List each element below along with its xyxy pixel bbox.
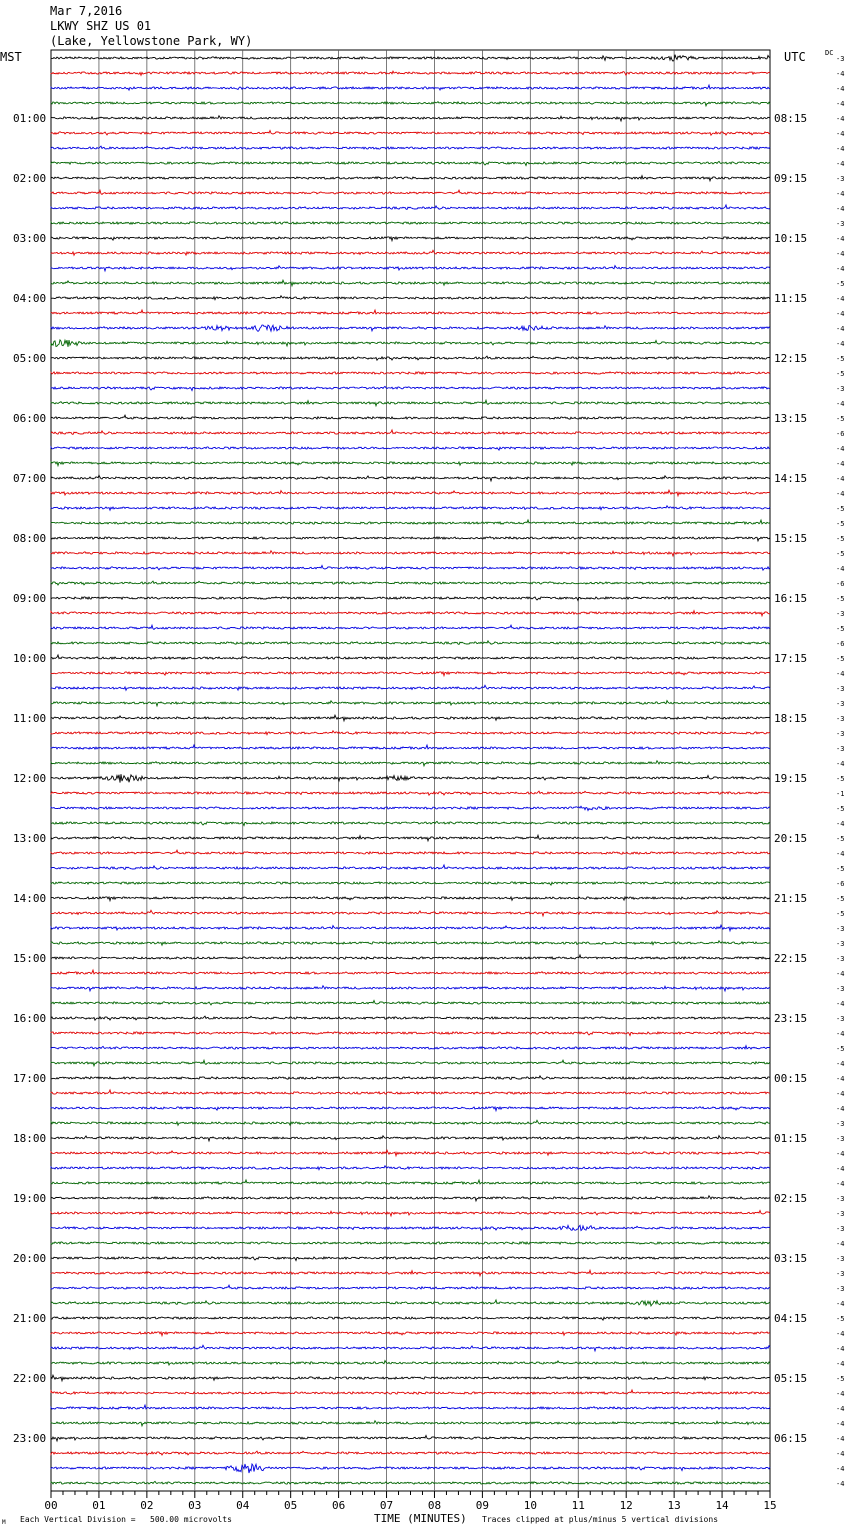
seismic-trace xyxy=(51,581,770,585)
hour-label-utc: 09:15 xyxy=(774,172,808,185)
seismic-trace xyxy=(51,161,770,165)
seismic-trace xyxy=(51,1060,770,1066)
seismic-trace xyxy=(51,715,770,721)
seismic-trace xyxy=(51,1107,770,1111)
dc-offset-label: -4 xyxy=(836,1435,845,1443)
dc-offset-label: -5 xyxy=(836,505,845,513)
seismic-trace xyxy=(51,1180,770,1184)
seismic-trace xyxy=(51,1211,770,1217)
dc-offset-label: -4 xyxy=(836,1075,845,1083)
dc-label: DC xyxy=(825,49,834,57)
seismic-trace xyxy=(51,821,770,825)
dc-offset-label: -4 xyxy=(836,1420,845,1428)
dc-offset-label: -3 xyxy=(836,1255,845,1263)
hour-label-mst: 06:00 xyxy=(13,412,47,425)
seismic-trace xyxy=(51,55,770,61)
dc-offset-label: -4 xyxy=(836,1300,845,1308)
dc-offset-label: -4 xyxy=(836,130,845,138)
seismic-trace xyxy=(51,625,770,629)
seismic-trace xyxy=(51,296,770,300)
hour-label-mst: 15:00 xyxy=(13,952,47,965)
seismic-trace xyxy=(51,176,770,181)
dc-offset-label: -4 xyxy=(836,1165,845,1173)
seismic-trace xyxy=(51,85,770,90)
hour-label-utc: 14:15 xyxy=(774,472,808,485)
hour-label-mst: 08:00 xyxy=(13,532,47,545)
seismic-trace xyxy=(51,685,770,690)
seismic-trace xyxy=(51,1317,770,1320)
dc-offset-label: -3 xyxy=(836,955,845,963)
hour-label-mst: 13:00 xyxy=(13,832,47,845)
seismic-trace xyxy=(51,566,770,571)
seismic-trace xyxy=(51,340,770,347)
hour-label-mst: 23:00 xyxy=(13,1432,47,1445)
dc-offset-label: -5 xyxy=(836,775,845,783)
dc-offset-label: -5 xyxy=(836,910,845,918)
dc-offset-label: -5 xyxy=(836,655,845,663)
dc-offset-label: -5 xyxy=(836,625,845,633)
dc-offset-label: -4 xyxy=(836,1345,845,1353)
dc-offset-label: -5 xyxy=(836,550,845,558)
seismic-trace xyxy=(51,897,770,901)
hour-label-utc: 13:15 xyxy=(774,412,808,425)
seismic-trace xyxy=(51,1016,770,1020)
dc-offset-label: -4 xyxy=(836,400,845,408)
dc-offset-label: -4 xyxy=(836,160,845,168)
dc-offset-label: -4 xyxy=(836,475,845,483)
seismic-trace xyxy=(51,490,770,496)
seismic-trace xyxy=(51,910,770,916)
dc-offset-label: -4 xyxy=(836,1240,845,1248)
seismic-trace xyxy=(51,774,770,782)
seismic-trace xyxy=(51,970,770,974)
seismic-trace xyxy=(51,806,770,810)
hour-label-utc: 20:15 xyxy=(774,832,808,845)
seismic-trace xyxy=(51,1451,770,1455)
x-tick-label: 01 xyxy=(92,1499,106,1512)
dc-offset-label: -4 xyxy=(836,1180,845,1188)
dc-offset-label: -4 xyxy=(836,850,845,858)
x-tick-label: 00 xyxy=(44,1499,58,1512)
dc-offset-label: -4 xyxy=(836,100,845,108)
dc-offset-label: -4 xyxy=(836,1060,845,1068)
dc-offset-label: -3 xyxy=(836,1195,845,1203)
x-tick-label: 03 xyxy=(188,1499,202,1512)
seismic-trace xyxy=(51,1361,770,1365)
seismic-trace xyxy=(51,102,770,106)
dc-offset-label: -4 xyxy=(836,1390,845,1398)
seismic-trace xyxy=(51,701,770,706)
seismic-trace xyxy=(51,745,770,749)
dc-offset-label: -4 xyxy=(836,760,845,768)
seismic-trace xyxy=(51,1270,770,1276)
seismic-trace xyxy=(51,1332,770,1336)
seismic-trace xyxy=(51,791,770,795)
dc-offset-label: -3 xyxy=(836,1285,845,1293)
dc-offset-label: -4 xyxy=(836,445,845,453)
x-tick-label: 07 xyxy=(379,1499,394,1512)
dc-offset-label: -3 xyxy=(836,730,845,738)
dc-offset-label: -4 xyxy=(836,1450,845,1458)
dc-offset-label: -6 xyxy=(836,430,845,438)
x-tick-label: 14 xyxy=(715,1499,729,1512)
seismic-trace xyxy=(51,462,770,466)
x-tick-label: 02 xyxy=(140,1499,154,1512)
x-tick-label: 04 xyxy=(236,1499,250,1512)
hour-label-utc: 18:15 xyxy=(774,712,808,725)
dc-offset-label: -4 xyxy=(836,1330,845,1338)
dc-offset-label: -3 xyxy=(836,685,845,693)
x-tick-label: 15 xyxy=(763,1499,777,1512)
hour-label-utc: 19:15 xyxy=(774,772,808,785)
dc-offset-label: -5 xyxy=(836,355,845,363)
x-tick-label: 10 xyxy=(523,1499,537,1512)
x-tick-label: 06 xyxy=(331,1499,346,1512)
dc-offset-label: -4 xyxy=(836,1465,845,1473)
seismic-trace xyxy=(51,475,770,481)
hour-label-mst: 19:00 xyxy=(13,1192,47,1205)
dc-offset-label: -3 xyxy=(836,1120,845,1128)
hour-label-mst: 11:00 xyxy=(13,712,47,725)
dc-offset-label: -4 xyxy=(836,490,845,498)
seismic-trace xyxy=(51,1481,770,1484)
dc-offset-label: -4 xyxy=(836,250,845,258)
plot-frame xyxy=(51,50,770,1491)
hour-label-utc: 06:15 xyxy=(774,1432,808,1445)
dc-offset-label: -4 xyxy=(836,115,845,123)
seismic-trace xyxy=(51,400,770,406)
dc-offset-label: -3 xyxy=(836,1015,845,1023)
x-tick-label: 09 xyxy=(475,1499,490,1512)
dc-offset-label: -5 xyxy=(836,1375,845,1383)
hour-label-mst: 01:00 xyxy=(13,112,47,125)
seismic-trace xyxy=(51,835,770,841)
dc-offset-label: -5 xyxy=(836,1315,845,1323)
dc-offset-label: -4 xyxy=(836,340,845,348)
seismic-trace xyxy=(51,641,770,645)
hour-label-utc: 11:15 xyxy=(774,292,808,305)
hour-label-mst: 09:00 xyxy=(13,592,47,605)
hour-label-utc: 12:15 xyxy=(774,352,808,365)
dc-offset-label: -3 xyxy=(836,1210,845,1218)
dc-offset-label: -3 xyxy=(836,1270,845,1278)
x-tick-label: 08 xyxy=(427,1499,442,1512)
seismic-trace xyxy=(51,447,770,450)
dc-offset-label: -4 xyxy=(836,1030,845,1038)
hour-label-mst: 22:00 xyxy=(13,1372,47,1385)
seismic-trace xyxy=(51,1090,770,1094)
dc-offset-label: -6 xyxy=(836,640,845,648)
seismic-trace xyxy=(51,1076,770,1080)
dc-offset-label: -3 xyxy=(836,175,845,183)
seismic-trace xyxy=(51,865,770,869)
seismic-trace xyxy=(51,1136,770,1141)
seismic-trace xyxy=(51,537,770,541)
hour-label-utc: 02:15 xyxy=(774,1192,808,1205)
seismic-trace xyxy=(51,1196,770,1201)
dc-offset-label: -4 xyxy=(836,670,845,678)
x-tick-label: 05 xyxy=(284,1499,298,1512)
x-tick-label: 13 xyxy=(667,1499,681,1512)
hour-label-mst: 16:00 xyxy=(13,1012,47,1025)
x-axis-label: TIME (MINUTES) xyxy=(374,1512,467,1525)
chart-date: Mar 7,2016 xyxy=(50,4,123,18)
dc-offset-label: -4 xyxy=(836,1105,845,1113)
seismic-trace xyxy=(51,672,770,676)
x-tick-label: 11 xyxy=(571,1499,585,1512)
seismic-trace xyxy=(51,1405,770,1409)
station-location: (Lake, Yellowstone Park, WY) xyxy=(50,34,253,48)
seismic-trace xyxy=(51,850,770,854)
seismic-trace xyxy=(51,1120,770,1125)
corner-mark: M xyxy=(2,1519,6,1526)
seismic-trace xyxy=(51,1150,770,1156)
dc-offset-label: -4 xyxy=(836,1090,845,1098)
seismic-trace xyxy=(51,131,770,136)
dc-offset-label: -5 xyxy=(836,535,845,543)
seismic-trace xyxy=(51,266,770,271)
dc-offset-label: -3 xyxy=(836,985,845,993)
dc-offset-label: -4 xyxy=(836,820,845,828)
seismic-trace xyxy=(51,611,770,616)
dc-offset-label: -4 xyxy=(836,85,845,93)
hour-label-mst: 18:00 xyxy=(13,1132,47,1145)
hour-label-mst: 12:00 xyxy=(13,772,47,785)
seismic-trace xyxy=(51,925,770,931)
hour-label-utc: 15:15 xyxy=(774,532,808,545)
dc-offset-label: -4 xyxy=(836,70,845,78)
seismic-trace xyxy=(51,1032,770,1036)
hour-label-utc: 21:15 xyxy=(774,892,808,905)
seismic-trace xyxy=(51,205,770,209)
dc-offset-label: -4 xyxy=(836,295,845,303)
dc-offset-label: -4 xyxy=(836,145,845,153)
seismic-trace xyxy=(51,146,770,149)
seismic-trace xyxy=(51,280,770,286)
dc-offset-label: -5 xyxy=(836,835,845,843)
dc-offset-label: -4 xyxy=(836,325,845,333)
hour-label-utc: 23:15 xyxy=(774,1012,808,1025)
seismic-trace xyxy=(51,386,770,390)
seismic-trace xyxy=(51,941,770,945)
dc-offset-label: -5 xyxy=(836,415,845,423)
right-timezone-label: UTC xyxy=(784,50,806,64)
hour-label-utc: 05:15 xyxy=(774,1372,808,1385)
dc-offset-label: -5 xyxy=(836,895,845,903)
hour-label-mst: 20:00 xyxy=(13,1252,47,1265)
hour-label-mst: 14:00 xyxy=(13,892,47,905)
dc-offset-label: -3 xyxy=(836,610,845,618)
vertical-division-note: Each Vertical Division = 500.00 microvolts xyxy=(20,1515,232,1524)
hour-label-mst: 17:00 xyxy=(13,1072,47,1085)
seismic-trace xyxy=(51,1046,770,1050)
hour-label-mst: 05:00 xyxy=(13,352,47,365)
seismic-trace xyxy=(51,1256,770,1260)
seismic-trace xyxy=(51,237,770,241)
dc-offset-label: -4 xyxy=(836,190,845,198)
seismic-trace xyxy=(51,1390,770,1394)
seismic-trace xyxy=(51,655,770,659)
hour-label-utc: 04:15 xyxy=(774,1312,808,1325)
dc-offset-label: -3 xyxy=(836,220,845,228)
dc-offset-label: -6 xyxy=(836,580,845,588)
seismic-trace xyxy=(51,986,770,991)
hour-label-mst: 03:00 xyxy=(13,232,47,245)
dc-offset-label: -3 xyxy=(836,745,845,753)
dc-offset-label: -4 xyxy=(836,1360,845,1368)
dc-offset-label: -4 xyxy=(836,265,845,273)
dc-offset-label: -5 xyxy=(836,595,845,603)
seismic-trace xyxy=(51,190,770,194)
dc-offset-label: -4 xyxy=(836,205,845,213)
seismic-trace xyxy=(51,731,770,735)
hour-label-utc: 17:15 xyxy=(774,652,808,665)
dc-offset-label: -3 xyxy=(836,55,845,63)
seismic-trace xyxy=(51,430,770,434)
seismic-trace xyxy=(51,71,770,75)
seismic-trace xyxy=(51,1464,770,1473)
hour-label-mst: 07:00 xyxy=(13,472,47,485)
seismic-trace xyxy=(51,222,770,224)
hour-label-mst: 10:00 xyxy=(13,652,47,665)
seismic-trace xyxy=(51,1242,770,1244)
hour-label-utc: 22:15 xyxy=(774,952,808,965)
seismic-trace xyxy=(51,597,770,601)
hour-label-utc: 00:15 xyxy=(774,1072,808,1085)
seismic-trace xyxy=(51,1421,770,1426)
dc-offset-label: -4 xyxy=(836,235,845,243)
hour-label-mst: 02:00 xyxy=(13,172,47,185)
dc-offset-label: -4 xyxy=(836,1405,845,1413)
hour-label-mst: 04:00 xyxy=(13,292,47,305)
hour-label-utc: 16:15 xyxy=(774,592,808,605)
seismic-trace xyxy=(51,506,770,510)
x-tick-label: 12 xyxy=(619,1499,633,1512)
dc-offset-label: -4 xyxy=(836,1480,845,1488)
hour-label-utc: 01:15 xyxy=(774,1132,808,1145)
seismic-trace xyxy=(51,1375,770,1381)
dc-offset-label: -5 xyxy=(836,1045,845,1053)
dc-offset-label: -5 xyxy=(836,805,845,813)
dc-offset-label: -4 xyxy=(836,310,845,318)
dc-offset-label: -3 xyxy=(836,715,845,723)
seismic-trace xyxy=(51,1001,770,1005)
dc-offset-label: -4 xyxy=(836,970,845,978)
dc-offset-label: -5 xyxy=(836,280,845,288)
seismic-trace xyxy=(51,372,770,374)
seismic-trace xyxy=(51,1345,770,1351)
dc-offset-label: -4 xyxy=(836,565,845,573)
clipping-note: Traces clipped at plus/minus 5 vertical divisions xyxy=(482,1515,719,1524)
dc-offset-label: -5 xyxy=(836,865,845,873)
dc-offset-label: -5 xyxy=(836,520,845,528)
seismic-trace xyxy=(51,1225,770,1230)
seismic-trace xyxy=(51,1285,770,1289)
dc-offset-label: -6 xyxy=(836,880,845,888)
seismic-trace xyxy=(51,415,770,419)
seismic-trace xyxy=(51,761,770,766)
seismic-trace xyxy=(51,116,770,121)
hour-label-mst: 21:00 xyxy=(13,1312,47,1325)
seismic-trace xyxy=(51,520,770,524)
dc-offset-label: -3 xyxy=(836,940,845,948)
dc-offset-label: -1 xyxy=(836,790,845,798)
hour-label-utc: 10:15 xyxy=(774,232,808,245)
seismic-trace xyxy=(51,551,770,556)
dc-offset-label: -3 xyxy=(836,925,845,933)
dc-offset-label: -4 xyxy=(836,460,845,468)
dc-offset-label: -4 xyxy=(836,1150,845,1158)
seismic-trace xyxy=(51,1436,770,1442)
seismic-trace xyxy=(51,1300,770,1306)
chart-title: LKWY SHZ US 01 xyxy=(50,19,152,33)
hour-label-utc: 08:15 xyxy=(774,112,808,125)
dc-offset-label: -4 xyxy=(836,1000,845,1008)
seismic-trace xyxy=(51,310,770,314)
hour-label-utc: 03:15 xyxy=(774,1252,808,1265)
dc-offset-label: -3 xyxy=(836,1135,845,1143)
seismic-trace xyxy=(51,955,770,959)
seismic-trace xyxy=(51,325,770,331)
dc-offset-label: -3 xyxy=(836,700,845,708)
seismic-trace xyxy=(51,250,770,255)
seismic-trace xyxy=(51,1166,770,1170)
dc-offset-label: -3 xyxy=(836,385,845,393)
seismic-trace xyxy=(51,356,770,360)
left-timezone-label: MST xyxy=(0,50,22,64)
seismic-trace xyxy=(51,882,770,885)
dc-offset-label: -3 xyxy=(836,1225,845,1233)
dc-offset-label: -5 xyxy=(836,370,845,378)
